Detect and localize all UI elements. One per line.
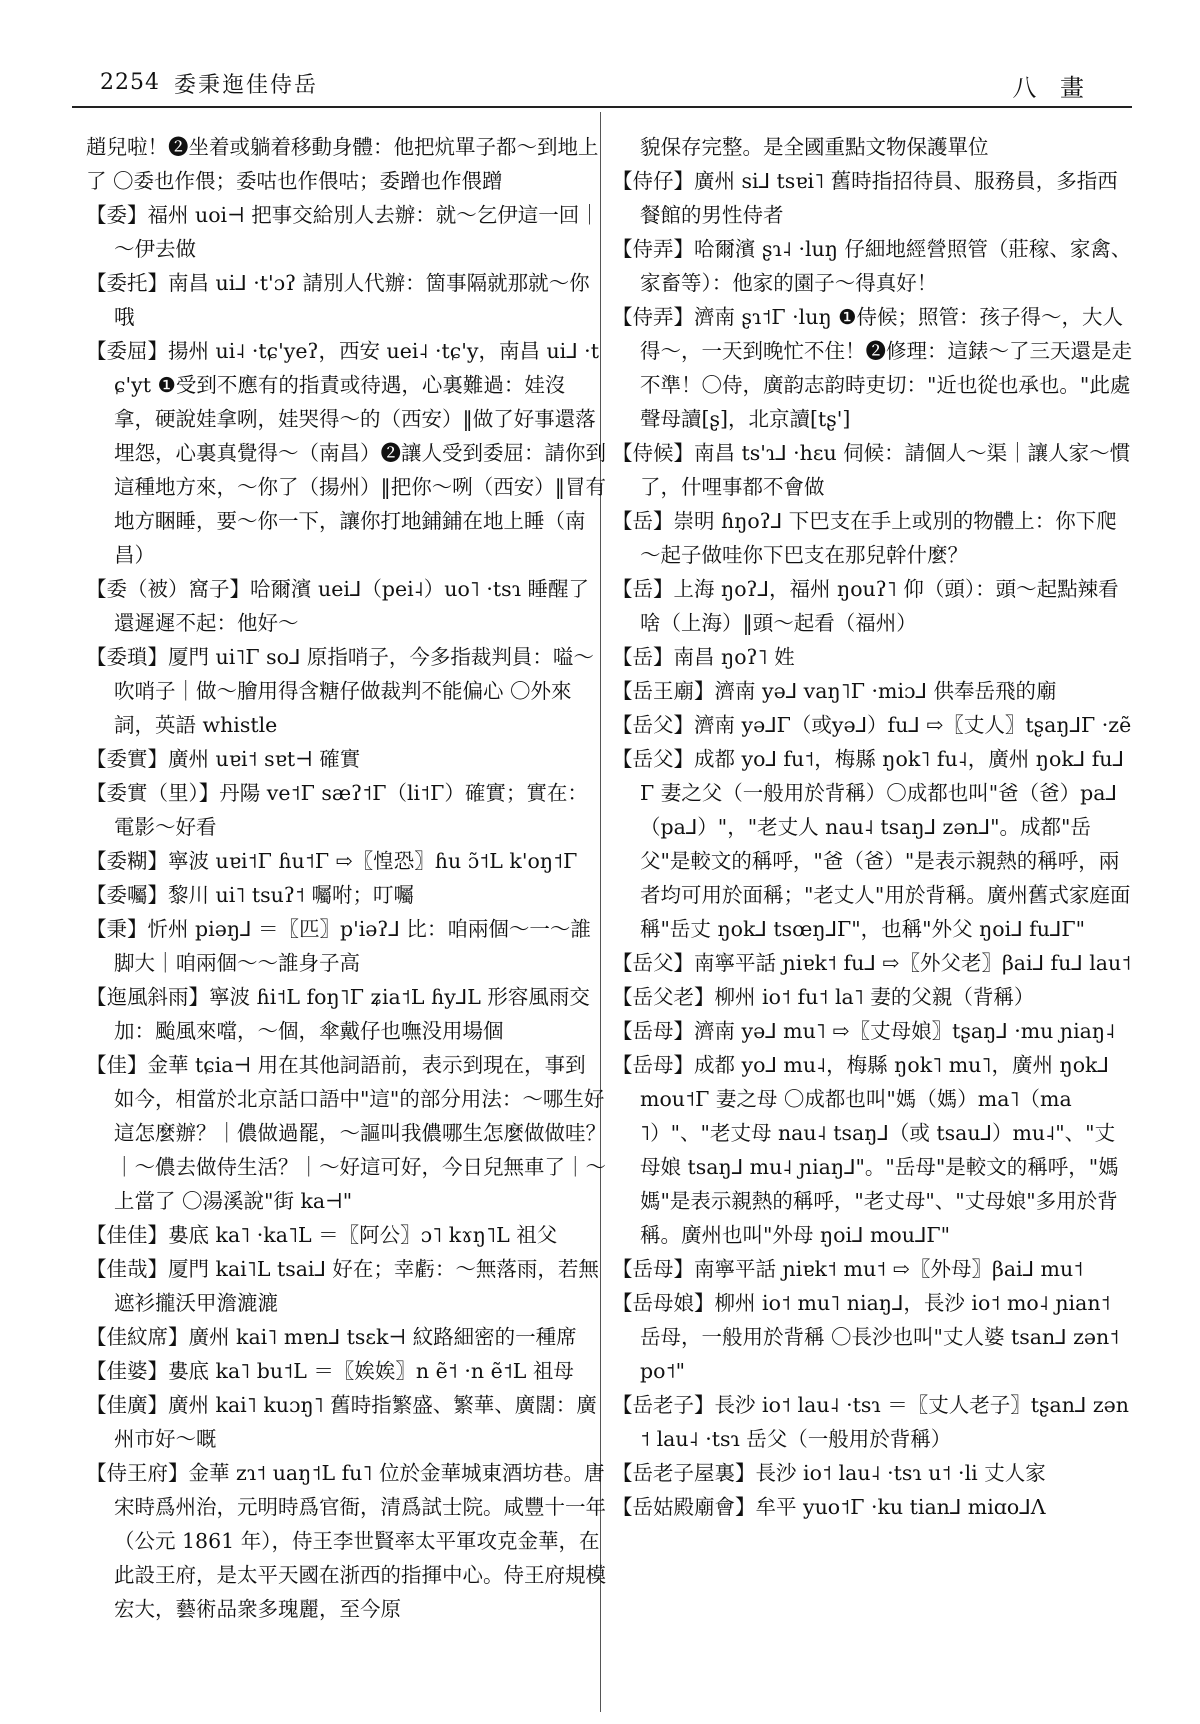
- dictionary-entry: 【委實】廣州 uɐi˦ sɐt⊣ 確實: [86, 747, 361, 771]
- dictionary-entry: 【委】福州 uoi⊣ 把事交給別人去辦：就～乞伊這一回｜～伊去做: [86, 203, 600, 261]
- dictionary-entry: 【岳父】南寧平話 ɲiɐk˦ fu⅃ ⇨〖外父老〗βai⅃ fu⅃ lau˦: [612, 951, 1132, 975]
- dictionary-entry: 【岳父】濟南 yə⅃Γ（或yə⅃）fu⅃ ⇨〖丈人〗tʂaŋ⅃Γ ·zẽ: [612, 713, 1132, 737]
- dictionary-entry: 【佳】金華 tɕia⊣ 用在其他詞語前，表示到現在，事到如今，相當於北京話口語中"這"的部分用法：～哪生好這怎麼辦？｜儂做過罷，～謳叫我儂哪生怎麼做做哇？｜～儂去做侍生活？｜～好這可好，今日兒無車了｜～上當了 〇湯溪說"街 ka⊣": [86, 1053, 606, 1213]
- dictionary-entry: 【岳母娘】柳州 io˦ mu˥ niaŋ⅃，長沙 io˦ mo˨ ɲian˦ 岳母，一般用於背稱 〇長沙也叫"丈人婆 tsan⅃ zən˦ po˦": [612, 1291, 1120, 1383]
- dictionary-entry: 【委實（里）】丹陽 ve˦Γ sæʔ˦Γ（li˦Γ）確實；實在：電影～好看: [86, 781, 588, 839]
- dictionary-entry: 趙兒啦！❷坐着或躺着移動身體：他把炕單子都～到地上了 〇委也作偎；委咕也作偎咕；委蹭也作偎蹭: [86, 135, 599, 193]
- dictionary-entry: 貌保存完整。是全國重點文物保護單位: [640, 135, 989, 159]
- dictionary-entry: 【佳佳】婁底 ka˥ ·ka˥L ＝〖阿公〗ɔ˥ kɤŋ˥L 祖父: [86, 1223, 558, 1247]
- dictionary-entry: 【委（被）窩子】哈爾濱 uei⅃（pei˨）uo˥ ·tsɿ 睡醒了還遲遲不起：他好～: [86, 577, 589, 635]
- dictionary-entry: 【侍仔】廣州 si⅃ tsɐi˥ 舊時指招待員、服務員，多指西餐館的男性侍者: [612, 169, 1118, 227]
- dictionary-entry: 【委囑】黎川 ui˥ tsuʔ˦ 囑咐；叮囑: [86, 883, 414, 907]
- page-number: 2254: [100, 70, 160, 95]
- dictionary-entry: 【委瑣】厦門 ui˥Γ so⅃ 原指哨子，今多指裁判員：嗌～吹哨子｜做～膾用得含糖仔做裁判不能偏心 〇外來詞，英語 whistle: [86, 645, 594, 737]
- dictionary-entry: 【岳王廟】濟南 yə⅃ vaŋ˥Γ ·miɔ⅃ 供奉岳飛的廟: [612, 679, 1057, 703]
- dictionary-entry: 【侍候】南昌 ts'ɿ⅃ ·hɛu 伺候：請個人～渠｜讓人家～慣了，什哩事都不會做: [612, 441, 1131, 499]
- dictionary-entry: 【委屈】揚州 ui˨ ·tɕ'yeʔ，西安 uei˨ ·tɕ'y，南昌 ui⅃ ·tɕ'yt ❶受到不應有的指責或待遇，心裏難過：娃沒拿，硬說娃拿咧，娃哭得～的（西安）‖做了好事還落埋怨，心裏真覺得～（南昌）❷讓人受到委屈：請你到這種地方來，～你了（揚州）‖把你～咧（西安）‖冒有地方睏睡，要～你一下，讓你打地鋪鋪在地上睡（南昌）: [86, 339, 606, 567]
- dictionary-entry: 【岳】南昌 ŋoʔ˥ 姓: [612, 645, 795, 669]
- page-header: [72, 66, 1132, 108]
- dictionary-entry: 【岳母】成都 yo⅃ mu˨，梅縣 ŋok˥ mu˥，廣州 ŋok⅃ mou˦Γ 妻之母 〇成都也叫"媽（媽）ma˥（ma˥）"、"老丈母 nau˨ tsaŋ⅃（或 tsau⅃）mu˨"、"丈母娘 tsaŋ⅃ mu˨ ɲiaŋ⅃"。"岳母"是較文的稱呼，"媽媽"是表示親熱的稱呼，"老丈母"、"丈母娘"多用於背稱。廣州也叫"外母 ŋoi⅃ mou⅃Γ": [612, 1053, 1119, 1247]
- dictionary-entry: 【侍弄】哈爾濱 ʂɿ˨ ·luŋ 仔細地經營照管（莊稼、家禽、家畜等）：他家的園子～得真好！: [612, 237, 1132, 295]
- dictionary-entry: 【委糊】寧波 uɐi˦Γ ɦu˦Γ ⇨〖惶恐〗ɦu ɔ̃˦L k'oŋ˦Γ: [86, 849, 578, 873]
- dictionary-entry: 【岳姑殿廟會】牟平 yuo˦Γ ·ku tian⅃ miɑo⅃Λ: [612, 1495, 1046, 1519]
- dictionary-entry: 【佳廣】廣州 kai˥ kuɔŋ˥ 舊時指繁盛、繁華、廣闊：廣州市好～嘅: [86, 1393, 597, 1451]
- dictionary-entry: 【佳紋席】廣州 kai˥ mɐn⅃ tsɛk⊣ 紋路細密的一種席: [86, 1325, 577, 1349]
- dictionary-entry: 【岳老子屋裏】長沙 io˦ lau˨ ·tsɿ u˦ ·li 丈人家: [612, 1461, 1046, 1485]
- dictionary-entry: 【委托】南昌 ui⅃ ·t'ɔʔ 請別人代辦：箇事隔就那就～你哦: [86, 271, 590, 329]
- dictionary-entry: 【佳婆】婁底 ka˥ bu˦L ＝〖娭娭〗n ẽ˦ ·n ẽ˦L 祖母: [86, 1359, 574, 1383]
- dictionary-entry: 【岳老子】長沙 io˦ lau˨ ·tsɿ ＝〖丈人老子〗tʂan⅃ zən˦ lau˨ ·tsɿ 岳父（一般用於背稱）: [612, 1393, 1129, 1451]
- running-head-title: 委秉迤佳侍岳: [174, 73, 319, 98]
- dictionary-entry: 【岳父】成都 yo⅃ fu˦，梅縣 ŋok˥ fu˨，廣州 ŋok⅃ fu⅃Γ 妻之父（一般用於背稱）〇成都也叫"爸（爸）pa⅃（pa⅃）"，"老丈人 nau˨ tsaŋ⅃ zən⅃"。成都"岳父"是較文的稱呼，"爸（爸）"是表示親熱的稱呼，兩者均可用於面稱；"老丈人"用於背稱。廣州舊式家庭面稱"岳丈 ŋok⅃ tsœŋ⅃Γ"，也稱"外父 ŋoi⅃ fu⅃Γ": [612, 747, 1131, 941]
- dictionary-entry: 【侍弄】濟南 ʂɿ˦Γ ·luŋ ❶侍候；照管：孩子得～，大人得～，一天到晚忙不住！❷修理：這錶～了三天還是走不準！〇侍，廣韵志韵時吏切："近也從也承也。"此處聲母讀[ʂ]，北京讀[tʂ']: [612, 305, 1132, 431]
- left-column: [86, 130, 606, 1710]
- dictionary-entry: 【岳】崇明 ɦŋoʔ⅃ 下巴支在手上或別的物體上：你下爬～起子做哇你下巴支在那兒幹什麼？: [612, 509, 1117, 567]
- right-column: [612, 130, 1132, 1710]
- dictionary-entry: 【岳母】南寧平話 ɲiɐk˦ mu˦ ⇨〖外母〗βai⅃ mu˦: [612, 1257, 1084, 1281]
- dictionary-entry: 【岳母】濟南 yə⅃ mu˥ ⇨〖丈母娘〗tʂaŋ⅃ ·mu ɲiaŋ˨: [612, 1019, 1116, 1043]
- dictionary-entry: 【秉】忻州 piəŋ⅃ ＝〖匹〗p'iəʔ⅃ 比：咱兩個～一～誰脚大｜咱兩個～～誰身子高: [86, 917, 591, 975]
- dictionary-entry: 【岳】上海 ŋoʔ⅃，福州 ŋouʔ˥ 仰（頭）：頭～起點辣看啥（上海）‖頭～起看（福州）: [612, 577, 1119, 635]
- dictionary-entry: 【岳父老】柳州 io˦ fu˦ la˥ 妻的父親（背稱）: [612, 985, 1035, 1009]
- dictionary-entry: 【迤風斜雨】寧波 ɦi˦L foŋ˥Γ ʑia˦L ɦy⅃L 形容風雨交加：颱風來噹，～個，傘戴仔也嘸没用場個: [86, 985, 590, 1043]
- dictionary-entry: 【佳哉】厦門 kai˥L tsai⅃ 好在；幸虧：～無落雨，若無遮衫攏沃甲澹漉漉: [86, 1257, 599, 1315]
- section-marker: 八 畫: [1012, 74, 1092, 102]
- dictionary-entry: 【侍王府】金華 zɿ˦ uaŋ˦L fu˥ 位於金華城東酒坊巷。唐宋時爲州治，元明時爲官衙，清爲試士院。咸豐十一年（公元 1861 年），侍王李世賢率太平軍攻克金華，在此設王府，是太平天國在浙西的指揮中心。侍王府規模宏大，藝術品衆多瑰麗，至今原: [86, 1461, 606, 1621]
